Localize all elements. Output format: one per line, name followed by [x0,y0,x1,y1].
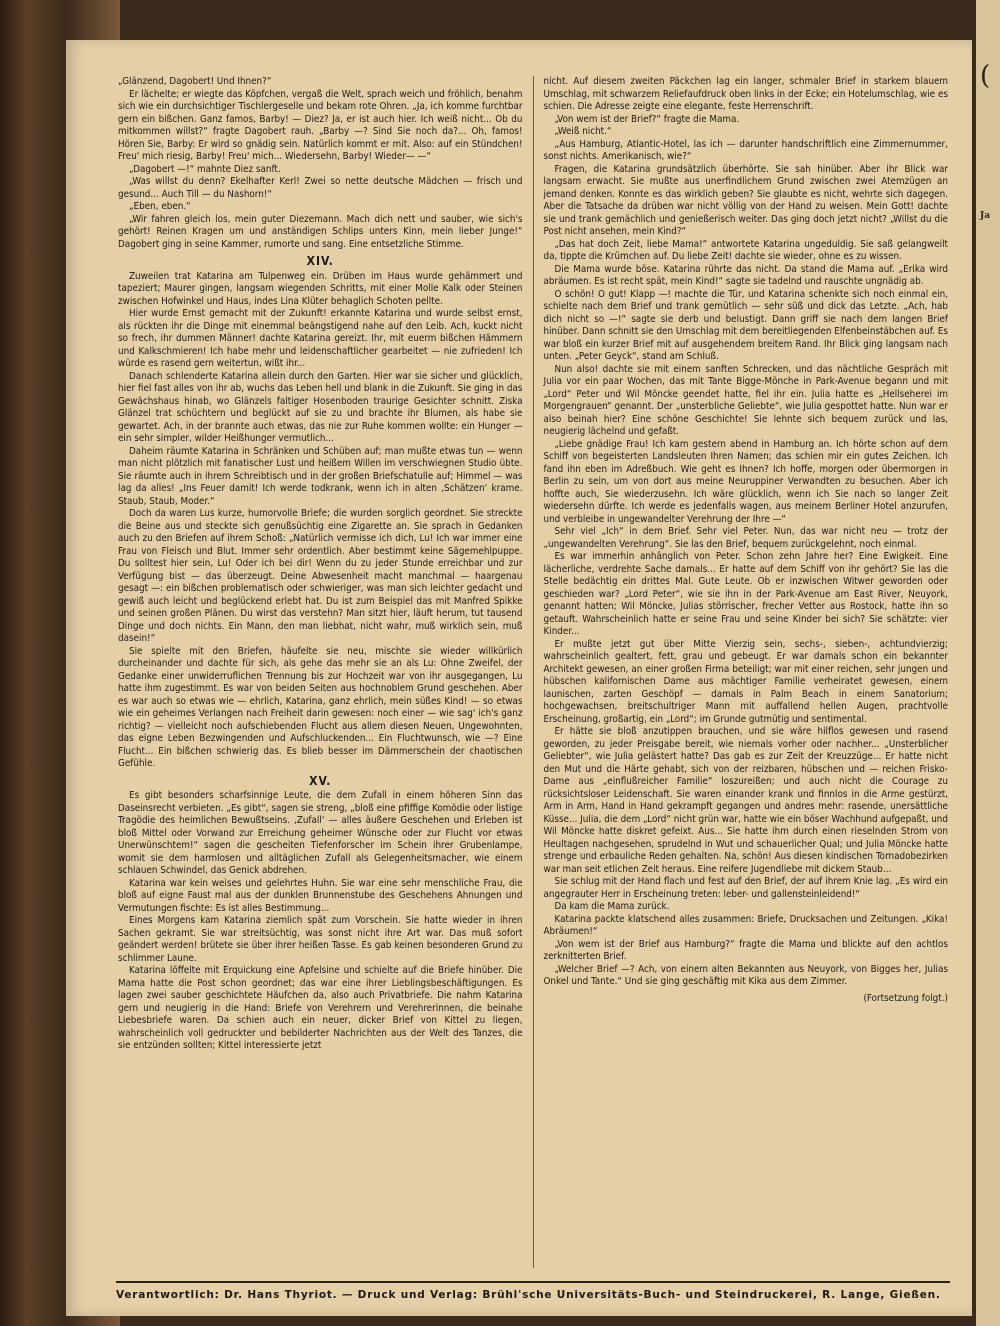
article-paragraph: O schön! O gut! Klapp —! machte die Tür, und Katarina schenkte sich noch einmal ein, schielte nach dem Brief und trank gemütlich — sehr süß und dick das Letzte. „Ach, hab dich nicht so —!“ sagte sie derb und belustigt. Dann griff sie nach dem langen Brief hinüber. Dann schnitt sie den Umschlag mit dem bereitliegenden Elfenbeinstäbchen auf. Es war bloß ein kurzer Brief mit auf ausgehendem breitem Rand. Ihr Blick ging langsam nach unten. „Peter Geyck“, stand am Schluß. [543,288,948,362]
article-paragraph: „Wir fahren gleich los, mein guter Diezemann. Mach dich nett und sauber, wie sich's gehört! Reinen Kragen um und anständigen Schlips unters Kinn, mein lieber Junge!“ Dagobert ging in seine Kammer, rumorte und sang. Eine entsetzliche Stimme. [118,213,523,250]
article-paragraph: nicht. Auf diesem zweiten Päckchen lag ein langer, schmaler Brief in starkem blauem Umschlag, mit schwarzem Reliefaufdruck oben links in der Ecke; ein Hotelumschlag, wie es schien. Die Adresse zeigte eine elegante, feste Herrenschrift. [543,76,948,112]
article-paragraph: „Weiß nicht.“ [554,126,612,137]
article-paragraph: Sie schlug mit der Hand flach und fest auf den Brief, der auf ihrem Knie lag. „Es wird ein angegrauter Herr in Erscheinung treten: leber- und gallensteinleidend!“ [543,876,948,900]
imprint-footer: Verantwortlich: Dr. Hans Thyriot. — Druck und Verlag: Brühl'sche Universitäts-Buch- und Steindruckerei, R. Lange, Gießen. [116,1289,941,1301]
article-paragraph: „Liebe gnädige Frau! Ich kam gestern abend in Hamburg an. Ich hörte schon auf dem Schiff von begeisterten Landsleuten Ihren Namen; das schien mir ein gutes Zeichen. Ich fand ihn eben im Adreßbuch. Wie geht es Ihnen? Ich hoffe, morgen oder übermorgen in Berlin zu sein, um von dort aus meine Neuruppiner Verwandten zu besuchen. Aber ich hoffte auch, Sie wiederzusehn. Ich wäre glücklich, wenn ich Sie nach so langer Zeit wiedersehn dürfte. Ich werde es jedenfalls wagen, aus meinem Berliner Hotel anzurufen, und verbleibe in ungewandelter Verehrung der Ihre —“ [543,438,948,525]
article-columns [118,76,948,1268]
to-be-continued-note: (Fortsetzung folgt.) [863,992,948,1004]
article-paragraph: „Was willst du denn? Ekelhafter Kerl! Zwei so nette deutsche Mädchen — frisch und gesund... Auch Till — du Nashorn!“ [118,176,523,200]
left-paragraph-group [118,790,523,1053]
article-paragraph: Doch da waren Lus kurze, humorvolle Briefe; die wurden sorglich geordnet. Sie streckte die Beine aus und steckte sich genußsüchtig eine Zigarette an. Sie sprach in Gedanken auch zu den Briefen auf ihrem Schoß: „Natürlich vermisse ich dich, Lu! Ich war immer eine Frau von Fleisch und Blut. Immer sehr ordentlich. Aber bestimmt keine Sägemehlpuppe. Du solltest hier sein, Lu! Oder ich bei dir! Wenn du zu jeder Stunde erreichbar und zur Verfügung bist — das überzeugt. Deine Abwesenheit macht manchmal — haargenau gesagt —: ein bißchen problematisch oder schwieriger, was man sich leichter gedacht und gewiß auch leicht und beglückend erlebt hat. Du ist zum Beispiel das mit Manfred Spikke und seinen großen Plänen. Du wirst das verstehn? Man sitzt hier, läuft herum, tut tausend Dinge und doch nichts. Ein Mann, den man liebhat, nicht wahr, muß wirklich sein, muß dasein!“ [118,508,523,644]
article-paragraph: Eines Morgens kam Katarina ziemlich spät zum Vorschein. Sie hatte wieder in ihren Sachen gekramt. Sie war streitsüchtig, was sonst nicht ihre Art war. Das muß sofort geändert werden! brütete sie über ihrer heißen Tasse. Es gab keinen besonderen Grund zu schlimmer Laune. [118,915,523,964]
article-paragraph: Die Mama wurde böse. Katarina rührte das nicht. Da stand die Mama auf. „Erika wird abräumen. Es ist recht spät, mein Kind!“ sagte sie tadelnd und rauschte ungnädig ab. [543,263,948,287]
article-paragraph: „Von wem ist der Brief aus Hamburg?“ fragte die Mama und blickte auf den achtlos zerknitterten Brief. [543,938,948,962]
left-paragraph-group [118,76,523,251]
column-divider [533,76,534,1268]
adjacent-page-edge: ( Ja [976,0,1000,1326]
article-paragraph: Katarina war kein weises und gelehrtes Huhn. Sie war eine sehr menschliche Frau, die bloß auf eigne Faust mal aus der dunklen Brunnenstube des Geschehens Ahnungen und Vermutungen fischte: Es ist alles Bestimmung... [118,877,523,914]
right-paragraph-group [543,76,948,989]
article-paragraph: Katarina löffelte mit Erquickung eine Apfelsine und schielte auf die Briefe hinüber. Die Mama hatte die Post schon geordnet; das war eine ihrer Lieblingsbeschäftigungen. Es lagen zwei sauber geschichtete Häufchen da, also auch Privatbriefe. Die nahm Katarina gern und neugierig in die Hand: Briefe von Verehrern und Verehrerinnen, die beinahe Liebesbriefe waren. Da schien auch ein neuer, dicker Brief von Kittel zu liegen, wahrscheinlich voll gedruckter und bebilderter Nachrichten aus der Welt des Tanzes, die sie entzünden sollten; Kittel interessierte jetzt [118,965,523,1051]
chapter-heading-xv: XV. [309,773,332,788]
article-paragraph: „Welcher Brief —? Ach, von einem alten Bekannten aus Neuyork, von Bigges her, Julias Onkel und Tante.“ Und sie ging geschäftig mit Kika aus dem Zimmer. [543,963,948,987]
article-paragraph: „Aus Hamburg, Atlantic-Hotel, las ich — darunter handschriftlich eine Zimmernummer, sonst nichts. Amerikanisch, wie?“ [543,138,948,162]
article-paragraph: Es gibt besonders scharfsinnige Leute, die dem Zufall in einem höheren Sinn das Daseinsrecht verbieten. „Es gibt“, sagen sie streng, „bloß eine pfiffige Komödie oder listige Tragödie des heimlichen Bewußtseins. ‚Zufall‘ — alles äußere Geschehen und Erleben ist bloß Mittel oder Vorwand zur Erreichung geheimer Wünsche oder zur Flucht vor etwas Unerwünschtem!“ sagen die gescheiten Tiefenforscher im Schein ihrer Grubenlampe, womit sie dem harmlosen und alltäglichen Zufall als Gelegenheitsmacher, wie einem schlauen Schwindel, das Genick abdrehen. [118,790,523,876]
article-paragraph: Es war immerhin anhänglich von Peter. Schon zehn Jahre her? Eine Ewigkeit. Eine lächerliche, verdrehte Sache damals... Er hatte auf dem Schiff von ihr gehört? Sie las die Stelle bedächtig ein drittes Mal. Gute Leute. Ob er inzwischen Witwer geworden oder geschieden war? „Lord Peter“, wie sie ihn in der Park-Avenue am East River, Neuyork, genannt hatten; Wil Möncke, Julias störrischer, frecher Vetter aus Rostock, hatte ihn so getauft. Wahrscheinlich hatte er seine Frau und seine Kinder bei sich? Sie schätzte: vier Kinder... [543,551,948,637]
article-paragraph: Sie spielte mit den Briefen, häufelte sie neu, mischte sie wieder willkürlich durcheinander und dachte für sich, als gehe das mehr sie an als Lu: Ohne Zweifel, der Gedanke einer unwiderruflichen Trennung bis zur Hochzeit war von ihr ausgegangen, Lu hatte ihm zugestimmt. Es war von beiden Seiten aus hochnoblem Grund geschehen. Aber es war auch so etwas wie — ehrlich, Katarina, ganz ehrlich, mein süßes Kind! — so etwas wie ein geheimes Verlangen nach Freiheit darin gewesen: noch einer — wie sag' ich's ganz richtig? — vielleicht noch aufschiebenden Flucht aus allem diesen Neuen, Ungewohnten, das eigne Leben Bezwingenden und Aufschluckenden... Ein Fluchtwunsch, wie —? Eine Flucht... Ein bißchen schwierig das. Es blieb besser im Dämmerschein der chaotischen Gefühle. [118,645,523,769]
article-paragraph: „Von wem ist der Brief?“ fragte die Mama. [554,113,740,125]
chapter-heading-xiv: XIV. [306,254,334,268]
article-paragraph: „Eben, eben.“ [129,201,191,212]
left-column [118,76,523,1268]
article-paragraph: „Glänzend, Dagobert! Und Ihnen?“ [118,76,272,87]
article-paragraph: „Dagobert —!“ mahnte Diez sanft. [129,163,281,175]
right-column [543,76,948,1268]
article-paragraph: Nun also! dachte sie mit einem sanften Schrecken, und das nächtliche Gespräch mit Julia vor ein paar Wochen, das mit Tante Bigge-Mönche in Park-Avenue begann und mit „Lord“ Peter und Wil Möncke geendet hatte, fiel ihr ein. Julia hatte es „Hellseherei im Morgengrauen“ genannt. Der „unsterbliche Geliebte“, wie Julia gespottet hatte. Nun war er also beinah hier? Eine schöne Geschichte! Sie lehnte sich bequem zurück und las, neugierig lächelnd und gefaßt. [543,363,948,437]
left-paragraph-group [118,271,523,771]
footer-rule [116,1281,950,1283]
article-paragraph: Fragen, die Katarina grundsätzlich überhörte. Sie sah hinüber. Aber ihr Blick war langsam erwacht. Sie mußte aus unerfindlichem Grund zwischen zwei Atemzügen an jemand denken. Konnte es das wirklich geben? Sie glaubte es nicht, wehrte sich dagegen. Aber die Tatsache da drüben war nicht völlig von der Hand zu weisen. Mein Gott! dachte sie und trank gemächlich und genießerisch weiter. Das ging doch jetzt nicht? „Willst du die Post nicht ansehen, mein Kind?“ [543,163,948,237]
article-paragraph: Hier wurde Ernst gemacht mit der Zukunft! erkannte Katarina und wurde selbst ernst, als rückten ihr die Dinge mit einemmal beängstigend nahe auf den Leib. Ach, kuckt nicht so frech, ihr dummen Männer! dachte Katarina gereizt. Ihr, mit euerm bißchen Hämmern und Kalkschmieren! Ich habe mehr und leidenschaftlicher gearbeitet — nie zufrieden! Ich würde es rasend gern weitertun, wißt ihr... [118,308,523,369]
article-paragraph: Er lächelte; er wiegte das Köpfchen, vergaß die Welt, sprach weich und fröhlich, benahm sich wie ein durchsichtiger Tischlergeselle und bekam rote Ohren. „Ja, ich komme furchtbar gern ein bißchen. Ganz famos, Barby! — Diez? Ja, er ist auch hier. Ich weiß nicht... Ob du mitkommen willst?“ fragte Dagobert rauh. „Barby —? Sind Sie noch da?... Oh, famos! Hören Sie, Barby: Er wird so gnädig sein. Natürlich kommt er mit. Also: auf ein Stündchen! Freu' mich riesig, Barby! Freu' mich... Wiedersehn, Barby! Wieder— —“ [118,88,523,162]
article-paragraph: Er hätte sie bloß anzutippen brauchen, und sie wäre hilflos gewesen und rasend geworden, zu jeder Preisgabe bereit, wie niemals vorher oder nachher... „Unsterblicher Geliebter“, wie Julia gelästert hatte? Das gab es zur Zeit der Kreuzzüge... Er hatte nicht den Mut und die Härte gehabt, sich von der reizbaren, hübschen und — reichen Frisko-Dame aus „einflußreicher Familie“ loszureißen; und auch nicht die Courage zu rücksichtsloser Leidenschaft. Sie waren einander krank und finnlos in die Arme gestürzt, Arm in Arm, Hand in Hand gekrampft gegangen und andres mehr: rasende, unersättliche Küsse... Julia, die dem „Lord“ nicht grün war, hatte wie ein böser Wachhund aufgepaßt, und Wil Möncke hatte diskret gefeixt. Aus... Sie hatte ihm durch einen rieselnden Strom von Heultagen nachgesehen, sprudelnd in Wut und schauerlicher Qual; und Julia Möncke hatte strenge und erbauliche Reden gehalten. Na, schön! Aus diesen kindischen Tornadobezirken war man seit etlichen Zeit heraus. Eine reifere Jugendliebe mit dickem Staub... [543,726,948,875]
article-paragraph: Danach schlenderte Katarina allein durch den Garten. Hier war sie sicher und glücklich, hier fiel fast alles von ihr ab, wuchs das Leben hell und blank in die Zukunft. Sie ging in das Gewächshaus hinab, wo Glänzels faltiger Hosenboden traurige Gesichter schnitt. Ziska Glänzel trat schüchtern und beglückt auf sie zu und brachte ihr Blumen, als habe sie gewartet. Ach, in der brannte auch etwas, das nie zur Ruhe kommen wollte: ein Hunger — ein sehr simpler, wilder Heißhunger vermutlich... [118,370,523,444]
article-paragraph: Da kam die Mama zurück. [554,901,670,912]
article-paragraph: Er mußte jetzt gut über Mitte Vierzig sein, sechs-, sieben-, achtundvierzig; wahrscheinlich gealtert, fett, grau und gebeugt. Er war damals schon ein bekannter Architekt gewesen, an einer großen Firma beteiligt; war mit einer reichen, sehr jungen und hübschen kalifornischen Dame aus mächtiger Familie verheiratet gewesen, einem launischen, zarten Geschöpf — damals in Palm Beach in einem Sanatorium; hochgewachsen, breitschultriger Mann mit auffallend hellen Augen, prachtvolle Erscheinung, großartig, ein „Lord“; im Grunde gutmütig und sentimental. [543,638,948,725]
article-paragraph: Daheim räumte Katarina in Schränken und Schüben auf; man mußte etwas tun — wenn man nicht plötzlich mit fanatischer Lust und heißem Willen im verschwiegnen Studio übte. Sie räumte auch in ihrem Schreibtisch und in der großen Briefschatulle auf; Himmel — was lag da alles! „Ins Feuer damit! Ich werde todkrank, wenn ich in alten ‚Schätzen‘ krame. Staub, Staub, Moder.“ [118,445,523,507]
article-paragraph: Zuweilen trat Katarina am Tulpenweg ein. Drüben im Haus wurde gehämmert und tapeziert; Maurer gingen, langsam wiegenden Schritts, mit einer Molle Kalk oder Steinen zwischen Hofwinkel und Haus, indes Lina Klüter behaglich Schoten pellte. [118,270,523,307]
article-paragraph: Sehr viel „Ich“ in dem Brief. Sehr viel Peter. Nun, das war nicht neu — trotz der „ungewandelten Verehrung“. Sie las den Brief, bequem zurückgelehnt, noch einmal. [543,526,948,550]
article-paragraph: „Das hat doch Zeit, liebe Mama!“ antwortete Katarina ungeduldig. Sie saß gelangweilt da, tippte die Krümchen auf. Du liebe Zeit! dachte sie wieder, ohne es zu wissen. [543,238,948,262]
article-paragraph: Katarina packte klatschend alles zusammen: Briefe, Drucksachen und Zeitungen. „Kika! Abräumen!“ [543,913,948,937]
